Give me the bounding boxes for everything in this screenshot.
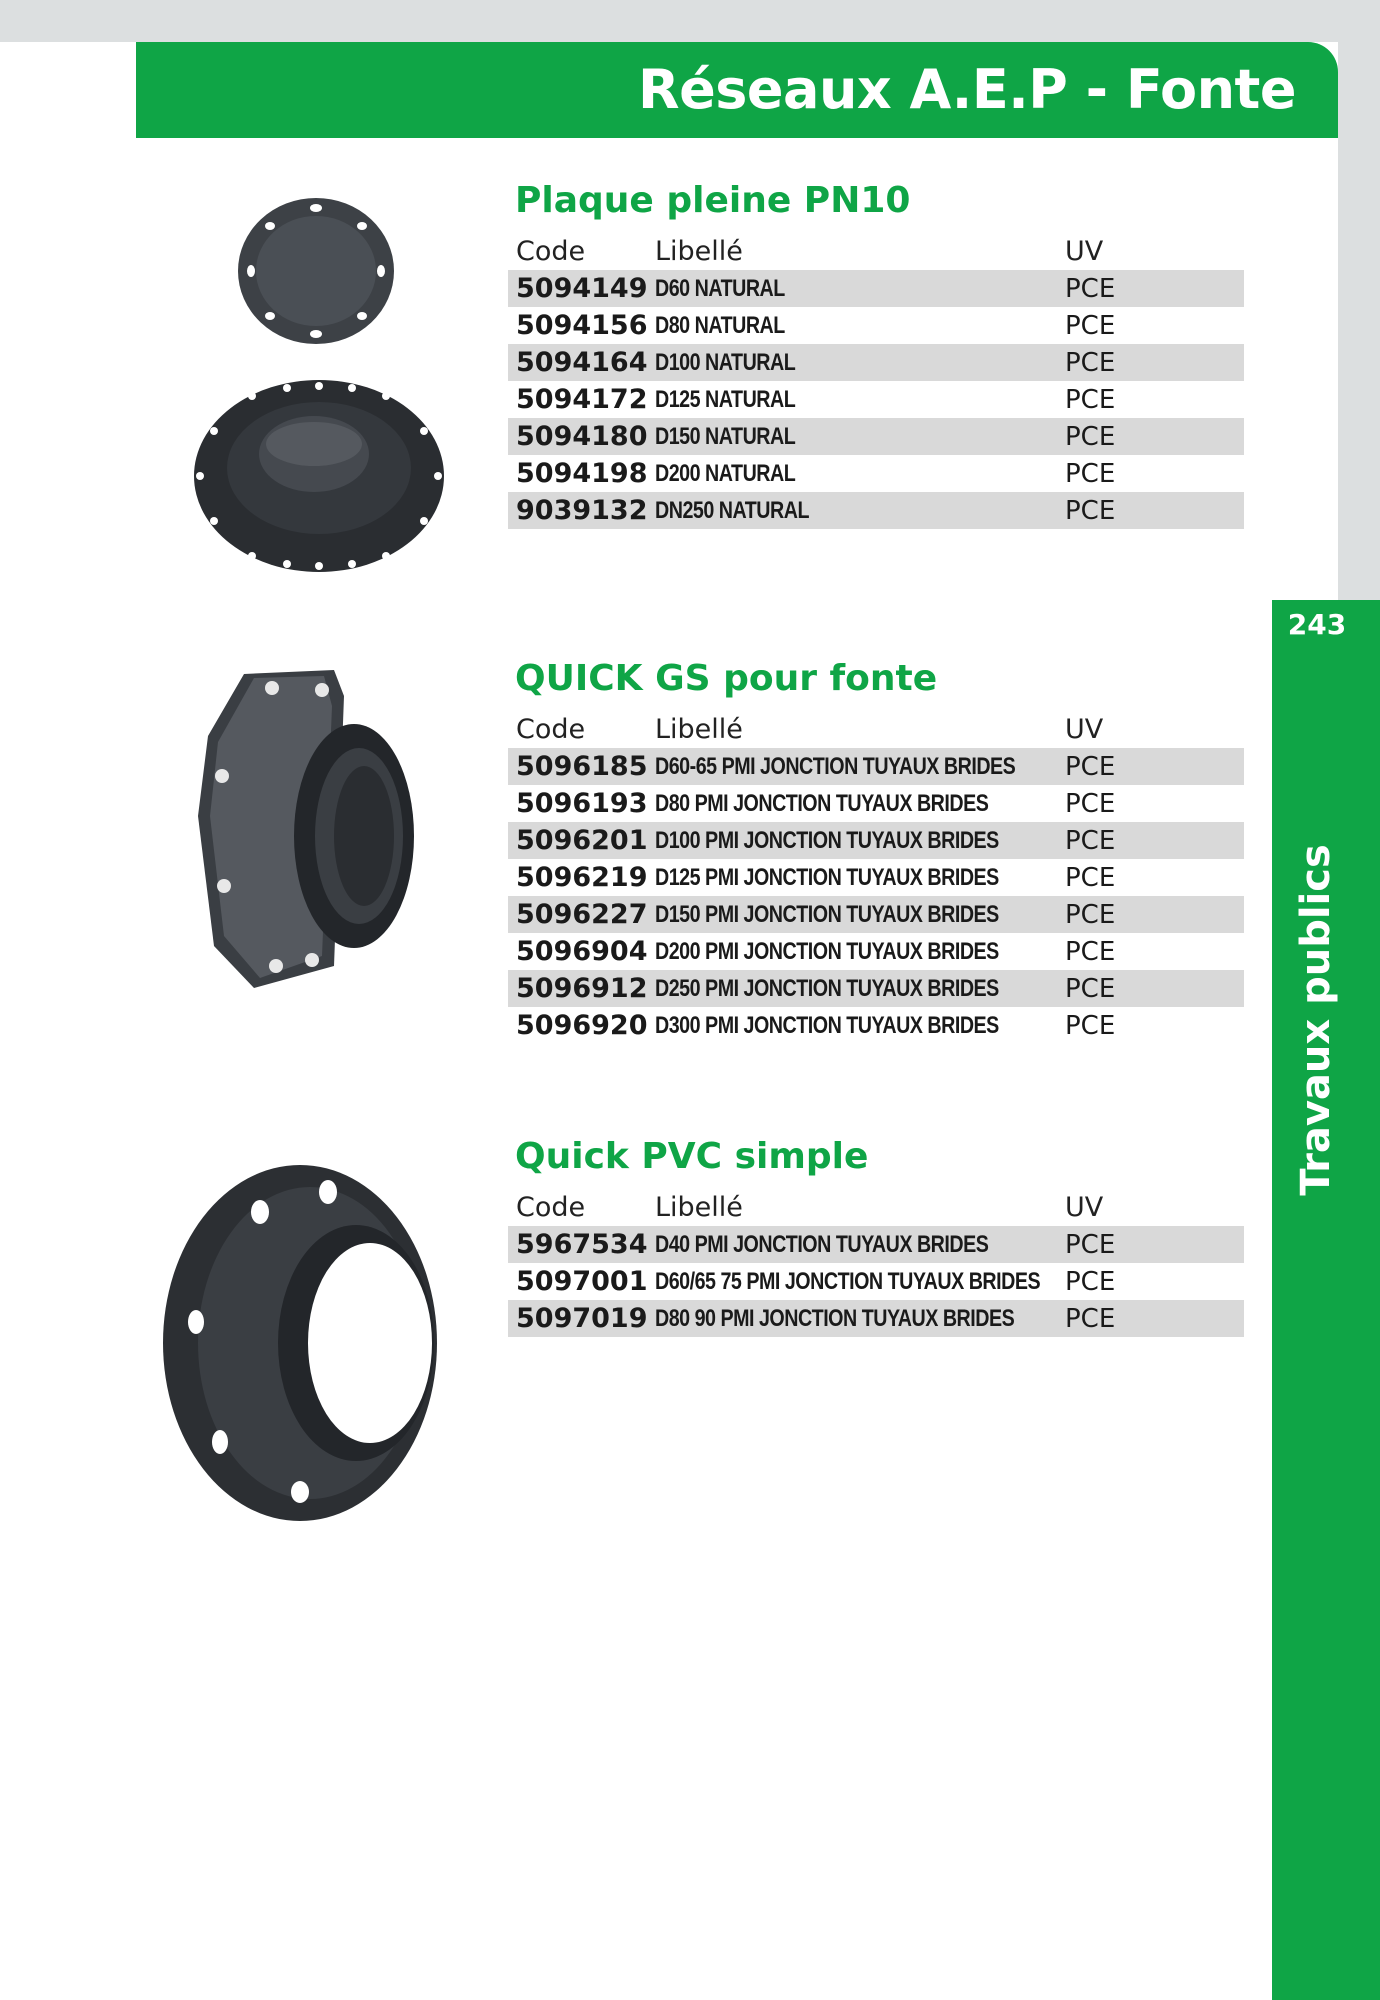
product-label: D100 NATURAL (655, 348, 796, 376)
col-header-libelle: Libellé (655, 236, 743, 267)
table-row (508, 381, 1244, 418)
table-row (508, 418, 1244, 455)
product-label: D250 PMI JONCTION TUYAUX BRIDES (655, 974, 999, 1002)
product-code: 5097001 (516, 1266, 648, 1297)
product-label: DN250 NATURAL (655, 496, 809, 524)
table-row (508, 1300, 1244, 1337)
product-label: D150 NATURAL (655, 422, 796, 450)
product-unit: PCE (1065, 1266, 1116, 1297)
product-code: 5096912 (508, 970, 655, 1007)
product-unit: PCE (1065, 458, 1116, 489)
blind-flange-small-image (236, 196, 396, 346)
product-unit: PCE (1061, 822, 1244, 859)
table-row (508, 859, 1244, 896)
product-code: 5967534 (508, 1226, 655, 1263)
table-header-row (508, 1189, 1244, 1226)
table-row (508, 896, 1244, 933)
section-title: QUICK GS pour fonte (515, 658, 938, 699)
product-unit: PCE (1061, 418, 1244, 455)
product-label: D300 PMI JONCTION TUYAUX BRIDES (655, 1011, 999, 1039)
product-unit: PCE (1061, 270, 1244, 307)
page-title: Réseaux A.E.P - Fonte (638, 58, 1296, 121)
top-margin-strip (0, 0, 1380, 42)
col-header-libelle: Libellé (655, 714, 743, 745)
product-label: D80 PMI JONCTION TUYAUX BRIDES (655, 789, 989, 817)
col-header-libelle: Libellé (655, 1192, 743, 1223)
category-label: Travaux publics (1293, 844, 1339, 1196)
product-code: 5094156 (516, 310, 648, 341)
product-label: D200 PMI JONCTION TUYAUX BRIDES (655, 937, 999, 965)
col-header-code: Code (516, 714, 586, 745)
product-code: 5096185 (508, 748, 655, 785)
table-row (508, 1226, 1244, 1263)
table-row (508, 492, 1244, 529)
product-label: D200 NATURAL (655, 459, 796, 487)
product-code: 5096201 (508, 822, 655, 859)
product-unit: PCE (1065, 310, 1116, 341)
product-unit: PCE (1065, 788, 1116, 819)
col-header-code: Code (516, 236, 586, 267)
product-label: D125 PMI JONCTION TUYAUX BRIDES (655, 863, 999, 891)
table-row (508, 455, 1244, 492)
product-code: 5094198 (516, 458, 648, 489)
product-code: 5097019 (508, 1300, 655, 1337)
product-code: 5096227 (508, 896, 655, 933)
quick-pvc-coupling-image (160, 1162, 450, 1524)
product-table (508, 711, 1244, 1044)
product-table (508, 1189, 1244, 1337)
product-code: 5094164 (508, 344, 655, 381)
page-number: 243 (1287, 608, 1347, 641)
product-unit: PCE (1061, 1226, 1244, 1263)
product-table (508, 233, 1244, 529)
table-header-row (508, 233, 1244, 270)
product-code: 5096219 (516, 862, 648, 893)
table-header-row (508, 711, 1244, 748)
table-row (508, 307, 1244, 344)
product-label: D80 NATURAL (655, 311, 785, 339)
section-title: Plaque pleine PN10 (515, 180, 911, 221)
table-row (508, 748, 1244, 785)
product-code: 5096904 (516, 936, 648, 967)
blind-flange-large-image (192, 376, 446, 576)
product-code: 5096193 (516, 788, 648, 819)
table-row (508, 344, 1244, 381)
product-label: D60-65 PMI JONCTION TUYAUX BRIDES (655, 752, 1016, 780)
product-code: 9039132 (508, 492, 655, 529)
product-code: 5096920 (516, 1010, 648, 1041)
product-label: D150 PMI JONCTION TUYAUX BRIDES (655, 900, 999, 928)
product-unit: PCE (1061, 344, 1244, 381)
table-row (508, 933, 1244, 970)
product-unit: PCE (1065, 384, 1116, 415)
section-title: Quick PVC simple (515, 1136, 869, 1177)
product-code: 5094172 (516, 384, 648, 415)
table-row (508, 822, 1244, 859)
product-unit: PCE (1061, 748, 1244, 785)
product-unit: PCE (1061, 492, 1244, 529)
product-unit: PCE (1061, 896, 1244, 933)
col-header-uv: UV (1065, 236, 1104, 267)
section-quick-pvc (508, 1136, 1244, 1337)
quick-gs-coupling-image (194, 666, 416, 990)
table-row (508, 1263, 1244, 1300)
product-label: D60 NATURAL (655, 274, 785, 302)
product-unit: PCE (1065, 936, 1116, 967)
col-header-code: Code (516, 1192, 586, 1223)
product-code: 5094149 (508, 270, 655, 307)
right-margin-strip (1338, 42, 1380, 602)
table-row (508, 270, 1244, 307)
table-row (508, 970, 1244, 1007)
header-banner (136, 42, 1338, 138)
product-label: D60/65 75 PMI JONCTION TUYAUX BRIDES (655, 1267, 1041, 1295)
category-side-tab (1272, 600, 1380, 2000)
table-row (508, 1007, 1244, 1044)
section-plaque-pleine (508, 180, 1244, 529)
product-unit: PCE (1061, 970, 1244, 1007)
product-label: D40 PMI JONCTION TUYAUX BRIDES (655, 1230, 989, 1258)
product-label: D80 90 PMI JONCTION TUYAUX BRIDES (655, 1304, 1015, 1332)
product-code: 5094180 (508, 418, 655, 455)
table-row (508, 785, 1244, 822)
product-label: D100 PMI JONCTION TUYAUX BRIDES (655, 826, 999, 854)
col-header-uv: UV (1065, 1192, 1104, 1223)
product-label: D125 NATURAL (655, 385, 796, 413)
product-unit: PCE (1061, 1300, 1244, 1337)
col-header-uv: UV (1065, 714, 1104, 745)
product-unit: PCE (1065, 1010, 1116, 1041)
section-quick-gs (508, 658, 1244, 1044)
product-unit: PCE (1065, 862, 1116, 893)
